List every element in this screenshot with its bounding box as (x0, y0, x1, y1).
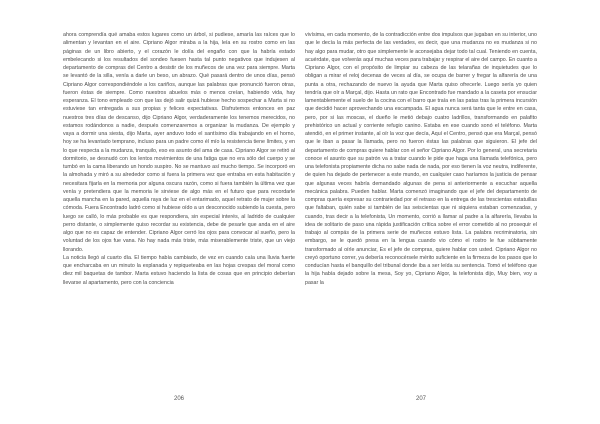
left-page-text: ahora comprendía qué amaba estos lugares como un árbol, si pudiese, amaría las raíces que lo alimentan y levantan en el aire. Cipriano Algor miraba a la hija, leía en su rostro como en las páginas de un libro abierto, y el corazón le dolía del engaño con que la habría estado embelecando si los resultados del sondeo fuesen hasta tal punto negativos que indujesen al departamento de compras del Centro a desistir de los muñecos de una vez para siempre. Marta se levantó de la silla, venía a darle un beso, un abrazo. Qué pasará dentro de unos días, pensó Cipriano Algor correspondiéndole a los cariños, aunque las palabras que pronunció fueron otras, fueron éstas de siempre. Como nuestros abuelos más o menos creían, habiendo vida, hay esperanza. El tono empleado con que las dejó salir quizá hubiese hecho sospechar a Marta si no estuviese tan entregada a sus propias y felices expectativas. Disfrutemos entonces en paz nuestros tres días de descanso, dijo Cipriano Algor, verdaderamente los tenemos merecidos, no estamos rodándonos a nadie, después comenzaremos a organizar la mudanza. De ejemplo y vaya a dormir una siesta, dijo Marta, ayer anduvo todo el santísimo día trabajando en el horno, hoy se ha levantado temprano, incluso para un padre como él mío la resistencia tiene límites, y en lo que respecta a la mudanza, tranquilo, eso es asunto del ama de casa. Cipriano Algor se retiró al dormitorio, se desnudó con los lentos movimientos de una fatiga que no era sólo del cuerpo y se tumbó en la cama liberando un hondo suspiro. No se mantuvo así mucho tiempo. Se incorporó en la almohada y miró a su alrededor como si fuera la primera vez que entraba en esta habitación y necesitara fijarla en la memoria por alguna oscura razón, como si fuera también la última vez que venía y pretendiera que la memoria le sirviese de algo más en el futuro que para recordarle aquella mancha en la pared, aquella raya de luz en el entarimado, aquel retrato de mujer sobre la cómoda. Fuera Encontrado ladró como si hubiese oído a un desconocido subiendo la cuesta, pero luego se calló, lo más probable es que respondiera, sin especial interés, al ladrido de cualquier perro distante, o simplemente quiso recordar su existencia, debe de pesarle que anda en el aire algo que no es capaz de entender. Cipriano Algor cerró los ojos para convocar al sueño, pero la voluntad de los ojos fue vana. No hay nada más triste, más miserablemente triste, que un viejo llorando. La noticia llegó al cuarto día. El tiempo había cambiado, de vez en cuando caía una lluvia fuerte que encharcaba en un minuto la explanada y repiqueteaba en las hojas crespas del moral como diez mil baquetas de tambor. Marta estuvo haciendo la lista de cosas que en principio deberían llevarse al apartamento, pero con la conciencia (63, 32, 295, 286)
left-page-number: 206 (173, 396, 184, 402)
left-page-body (63, 31, 295, 371)
right-page-number: 207 (415, 396, 426, 402)
right-page-body (305, 31, 537, 371)
right-page-text: vivísima, en cada momento, de la contradicción entre dos impulsos que jugaban en su interior, uno que le decía la más perfecta de las verdades, es decir, que una mudanza no es mudanza si no hay algo para mudar, otro que simplemente le aconsejaba dejar todo tal cual. Teniendo en cuenta, acuérdate, que volverás aquí muchas veces para trabajar y respirar el aire del campo. En cuanto a Cipriano Algor, con el propósito de limpiar su cabeza de las telarañas de inquietudes que lo obligan a mirar el reloj decenas de veces al día, se ocupa de barrer y fregar la alfarería de una punta a otra, rechazando de nuevo la ayuda que Marta quiso ofrecerle. Luego sería yo quien tendría que oír a Marçal, dijo. Hasta un rato que Encontrado fue mandado a la caseta por ensuciar lamentablemente el suelo de la cocina con el barro que traía en las patas tras la primera incursión que decidió hacer aprovechando una escampada. El agua nunca será tanta que le entre en casa, pero, por si las moscas, el dueño le metió debajo cuatro ladrillos, transformando en palafito prehistórico un actual y corriente refugio canino. Estaba en ese cuando sonó el teléfono. Marta atendió, en el primer instante, al oír la voz que decía, Aquí el Centro, pensó que era Marçal, pensó que le iban a pasar la llamada, pero no fueron éstas las palabras que siguieron. El jefe del departamento de compras quiere hablar con el señor Cipriano Algor. Por lo general, una secretaria conoce el asunto que su patrón va a tratar cuando le pide que haga una llamada telefónica, pero una telefonista propiamente dicha no sabe nada de nada, por eso tienen la voz neutra, indiferente, de quien ha dejado de pertenecer a este mundo, en cualquier caso haríamos la justicia de pensar que algunas veces habría demandado algunas de pena si anteriormente a escuchar aquella mecánica palabra. Pueden hablar. Marta comenzó imaginando que el jefe del departamento de compras quería expresar su contrariedad por el retraso en la entrega de las trescientas estatuillas que faltaban, quién sabe si también de las seiscientas que ni siquiera estaban comenzadas, y cuando, tras decir a la telefonista, Un momento, corrió a llamar al padre a la alfarería, llevaba la idea de solitario de paso una rápida justificación crítica sobre el error cometido al no prosequir el trabajo al compás de la primera serie de muñecos estuvo lista. La palabra recriminatoria, sin embargo, se le quedó presa en la lengua cuando vio cómo el rostro le fue súbitamente transformado al oírle anunciar, Es el jefe de compras, quiere hablar con usted. Cipriano Algor no creyó oportuno correr, ya debería reconocérsele mérito suficiente en la firmeza de los pasos que lo conducían hasta el banquillo del tribunal donde iba a ser leída su sentencia. Tomó el teléfono que la hija había dejado sobre la mesa, Soy yo, Cipriano Algor, la telefonista dijo, Muy bien, voy a pasar la (305, 32, 537, 286)
